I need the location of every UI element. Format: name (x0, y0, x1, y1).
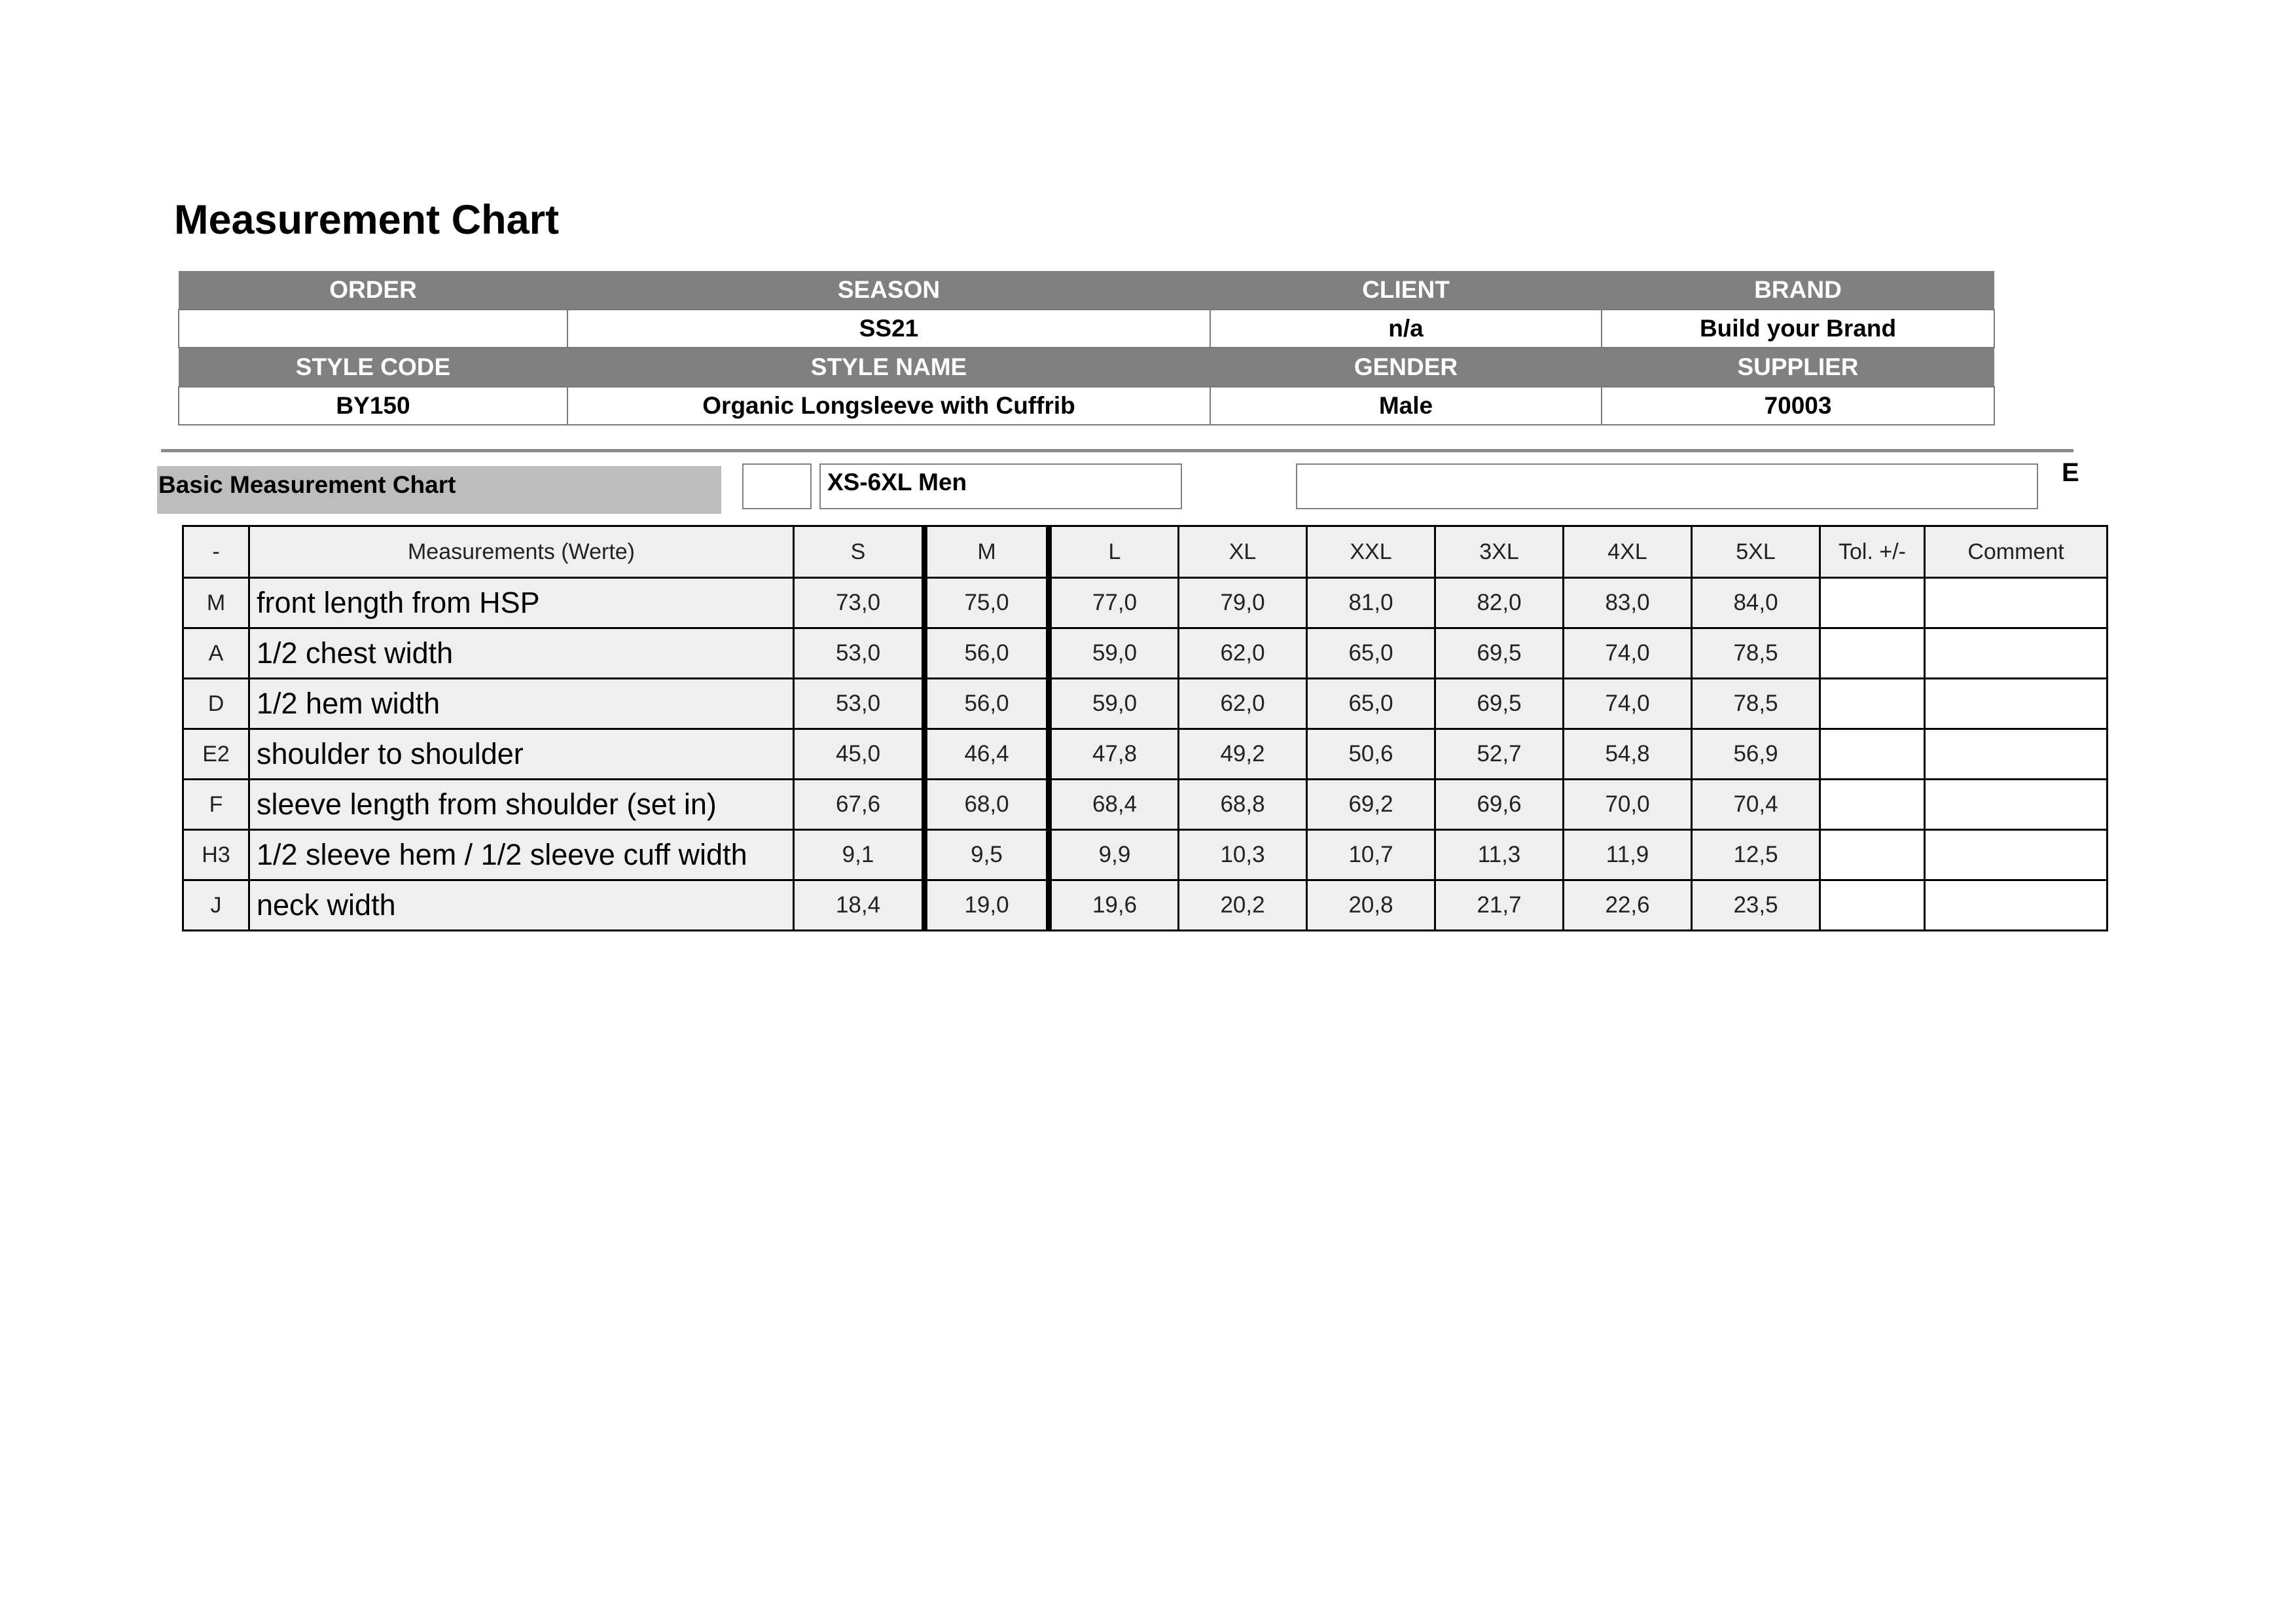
measurement-value: 65,0 (1307, 628, 1435, 679)
measurement-value: 10,7 (1307, 830, 1435, 880)
measurement-value: 62,0 (1179, 628, 1307, 679)
measurement-value: 20,2 (1179, 880, 1307, 931)
column-header: XXL (1307, 526, 1435, 578)
comment-cell (1925, 729, 2108, 780)
measurement-value: 75,0 (925, 578, 1049, 628)
measurement-value: 52,7 (1435, 729, 1564, 780)
info-value-row (179, 387, 1994, 425)
measurement-value: 10,3 (1179, 830, 1307, 880)
season-value: SS21 (567, 310, 1210, 348)
measurement-table (182, 525, 2108, 931)
measurement-value: 22,6 (1564, 880, 1692, 931)
style-code-header: STYLE CODE (179, 348, 567, 387)
measurement-value: 74,0 (1564, 628, 1692, 679)
page-title: Measurement Chart (174, 197, 560, 243)
table-row (183, 578, 2108, 628)
measurement-value: 67,6 (794, 780, 925, 830)
column-header: L (1049, 526, 1179, 578)
measurement-value: 9,9 (1049, 830, 1179, 880)
measurement-value: 11,9 (1564, 830, 1692, 880)
measurement-value: 81,0 (1307, 578, 1435, 628)
table-row (183, 880, 2108, 931)
section-divider (161, 449, 2073, 452)
measurement-code: J (183, 880, 249, 931)
style-name-header: STYLE NAME (567, 348, 1210, 387)
table-row (183, 679, 2108, 729)
info-header-row (179, 348, 1994, 387)
measurement-value: 69,5 (1435, 679, 1564, 729)
order-header: ORDER (179, 271, 567, 310)
measurement-value: 69,5 (1435, 628, 1564, 679)
measurement-value: 20,8 (1307, 880, 1435, 931)
measurement-code: A (183, 628, 249, 679)
measurement-value: 56,0 (925, 628, 1049, 679)
column-header: Measurements (Werte) (249, 526, 794, 578)
measurement-value: 70,4 (1692, 780, 1820, 830)
measurement-code: D (183, 679, 249, 729)
measurement-name: 1/2 chest width (249, 628, 794, 679)
order-value (179, 310, 567, 348)
tolerance-cell (1820, 880, 1925, 931)
measurement-value: 23,5 (1692, 880, 1820, 931)
measurement-value: 46,4 (925, 729, 1049, 780)
measurement-value: 19,6 (1049, 880, 1179, 931)
measurement-value: 9,1 (794, 830, 925, 880)
size-range-field: XS-6XL Men (819, 463, 1182, 509)
comment-cell (1925, 628, 2108, 679)
brand-value: Build your Brand (1602, 310, 1994, 348)
measurement-value: 84,0 (1692, 578, 1820, 628)
column-header: M (925, 526, 1049, 578)
measurement-value: 69,2 (1307, 780, 1435, 830)
comment-cell (1925, 830, 2108, 880)
tolerance-cell (1820, 628, 1925, 679)
measurement-value: 62,0 (1179, 679, 1307, 729)
comment-cell (1925, 679, 2108, 729)
measurement-code: H3 (183, 830, 249, 880)
measurement-value: 11,3 (1435, 830, 1564, 880)
measurement-value: 21,7 (1435, 880, 1564, 931)
measurement-name: front length from HSP (249, 578, 794, 628)
column-header: - (183, 526, 249, 578)
measurement-value: 56,9 (1692, 729, 1820, 780)
measurement-value: 73,0 (794, 578, 925, 628)
measurement-value: 82,0 (1435, 578, 1564, 628)
info-value-row (179, 310, 1994, 348)
measurement-name: sleeve length from shoulder (set in) (249, 780, 794, 830)
column-header: Comment (1925, 526, 2108, 578)
supplier-value: 70003 (1602, 387, 1994, 425)
gender-header: GENDER (1210, 348, 1602, 387)
measurement-header-row (183, 526, 2108, 578)
measurement-value: 54,8 (1564, 729, 1692, 780)
table-row (183, 830, 2108, 880)
measurement-value: 77,0 (1049, 578, 1179, 628)
measurement-code: F (183, 780, 249, 830)
tolerance-cell (1820, 729, 1925, 780)
measurement-value: 45,0 (794, 729, 925, 780)
comment-cell (1925, 780, 2108, 830)
brand-header: BRAND (1602, 271, 1994, 310)
measurement-value: 53,0 (794, 628, 925, 679)
measurement-value: 68,0 (925, 780, 1049, 830)
measurement-value: 68,4 (1049, 780, 1179, 830)
measurement-code: M (183, 578, 249, 628)
measurement-value: 49,2 (1179, 729, 1307, 780)
info-header-row (179, 271, 1994, 310)
measurement-value: 9,5 (925, 830, 1049, 880)
comment-cell (1925, 578, 2108, 628)
empty-field-box (742, 463, 812, 509)
measurement-name: shoulder to shoulder (249, 729, 794, 780)
measurement-value: 83,0 (1564, 578, 1692, 628)
measurement-value: 19,0 (925, 880, 1049, 931)
empty-wide-field (1296, 463, 2038, 509)
measurement-value: 70,0 (1564, 780, 1692, 830)
measurement-value: 78,5 (1692, 679, 1820, 729)
measurement-name: 1/2 hem width (249, 679, 794, 729)
measurement-value: 68,8 (1179, 780, 1307, 830)
gender-value: Male (1210, 387, 1602, 425)
client-header: CLIENT (1210, 271, 1602, 310)
table-row (183, 729, 2108, 780)
measurement-value: 12,5 (1692, 830, 1820, 880)
measurement-value: 18,4 (794, 880, 925, 931)
measurement-value: 47,8 (1049, 729, 1179, 780)
column-header: S (794, 526, 925, 578)
measurement-value: 56,0 (925, 679, 1049, 729)
measurement-value: 50,6 (1307, 729, 1435, 780)
measurement-table-wrapper (182, 525, 2071, 944)
tolerance-cell (1820, 830, 1925, 880)
order-info-table (178, 271, 1995, 425)
column-header: 3XL (1435, 526, 1564, 578)
tolerance-cell (1820, 679, 1925, 729)
column-header: 4XL (1564, 526, 1692, 578)
measurement-value: 78,5 (1692, 628, 1820, 679)
measurement-value: 74,0 (1564, 679, 1692, 729)
measurement-value: 69,6 (1435, 780, 1564, 830)
supplier-header: SUPPLIER (1602, 348, 1994, 387)
tolerance-cell (1820, 578, 1925, 628)
season-header: SEASON (567, 271, 1210, 310)
measurement-name: 1/2 sleeve hem / 1/2 sleeve cuff width (249, 830, 794, 880)
column-header: Tol. +/- (1820, 526, 1925, 578)
cut-off-label: E (2062, 458, 2079, 487)
comment-cell (1925, 880, 2108, 931)
measurement-value: 53,0 (794, 679, 925, 729)
measurement-value: 59,0 (1049, 679, 1179, 729)
table-row (183, 780, 2108, 830)
basic-measurement-label: Basic Measurement Chart (157, 466, 721, 514)
style-name-value: Organic Longsleeve with Cuffrib (567, 387, 1210, 425)
style-code-value: BY150 (179, 387, 567, 425)
client-value: n/a (1210, 310, 1602, 348)
measurement-value: 59,0 (1049, 628, 1179, 679)
tolerance-cell (1820, 780, 1925, 830)
measurement-value: 79,0 (1179, 578, 1307, 628)
column-header: XL (1179, 526, 1307, 578)
column-header: 5XL (1692, 526, 1820, 578)
measurement-value: 65,0 (1307, 679, 1435, 729)
measurement-code: E2 (183, 729, 249, 780)
measurement-name: neck width (249, 880, 794, 931)
table-row (183, 628, 2108, 679)
